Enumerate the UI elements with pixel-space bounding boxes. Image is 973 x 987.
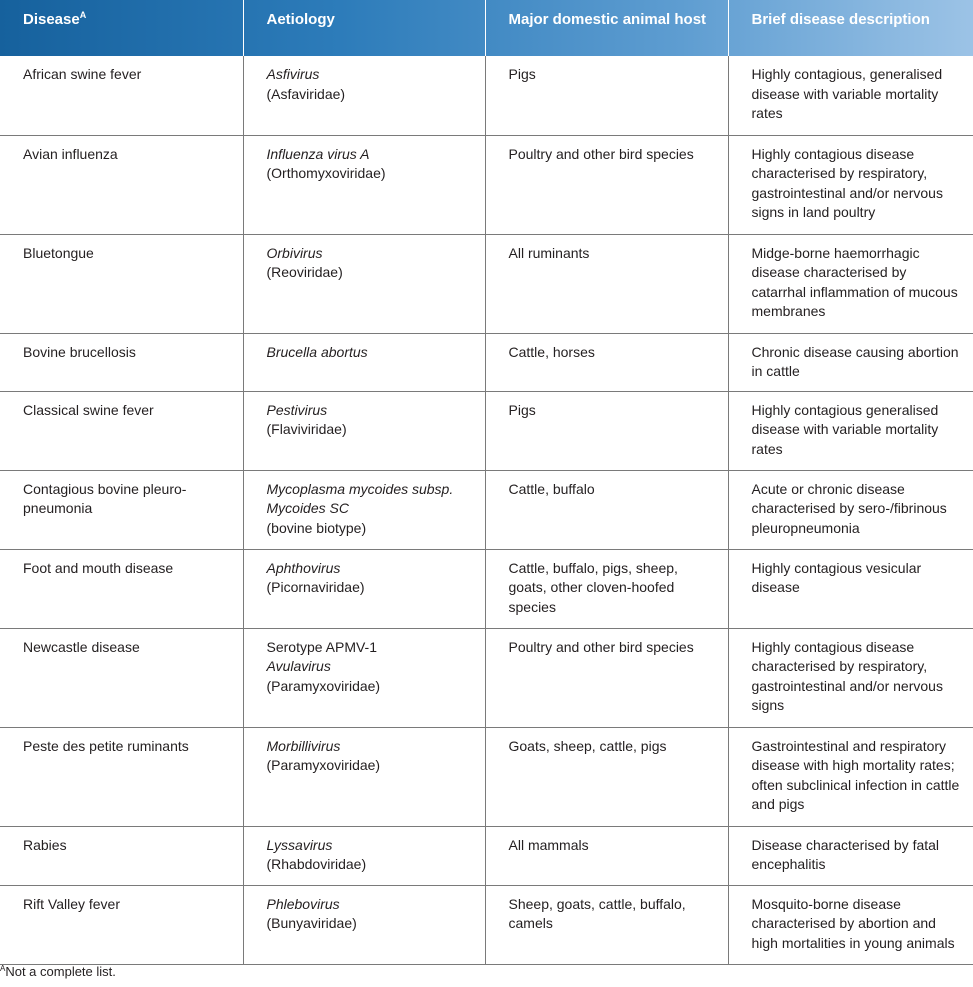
cell-host: Cattle, buffalo, pigs, sheep, goats, other cloven-hoofed species [485, 549, 728, 628]
aetiology-organism: Mycoplasma mycoides subsp. [266, 480, 454, 497]
table-footnote [0, 964, 116, 979]
aetiology-family: (Reoviridae) [266, 264, 343, 281]
table-row [0, 470, 973, 549]
table-row [0, 885, 973, 964]
cell-host: Goats, sheep, cattle, pigs [485, 727, 728, 826]
table-row [0, 234, 973, 333]
aetiology-organism: Morbillivirus [266, 737, 341, 754]
aetiology-family: (Flaviviridae) [266, 421, 347, 438]
aetiology-family: (Asfaviridae) [266, 85, 346, 102]
header-disease-footnote-marker: A [79, 10, 87, 20]
cell-description: Gastrointestinal and respiratory disease with high mortality rates; often subclinical infection in cattle and pigs [728, 727, 973, 826]
cell-disease: Foot and mouth disease [0, 549, 243, 628]
cell-disease: Contagious bovine pleuro-pneumonia [0, 470, 243, 549]
header-description: Brief disease description [728, 0, 973, 56]
table-row [0, 549, 973, 628]
header-host: Major domestic animal host [485, 0, 728, 56]
cell-description: Highly contagious disease characterised by respiratory, gastrointestinal and/or nervous signs in land poultry [728, 135, 973, 234]
cell-disease: Bovine brucellosis [0, 333, 243, 391]
cell-aetiology [243, 470, 485, 549]
cell-aetiology [243, 135, 485, 234]
cell-description: Highly contagious disease characterised by respiratory, gastrointestinal and/or nervous signs [728, 628, 973, 727]
cell-description: Acute or chronic disease characterised by sero-/fibrinous pleuropneumonia [728, 470, 973, 549]
cell-aetiology [243, 333, 485, 391]
table-body [0, 56, 973, 964]
table-row [0, 628, 973, 727]
cell-host: Pigs [485, 56, 728, 135]
cell-host: All mammals [485, 826, 728, 885]
cell-host: Sheep, goats, cattle, buffalo, camels [485, 885, 728, 964]
cell-host: Cattle, horses [485, 333, 728, 391]
table-row [0, 56, 973, 135]
aetiology-family: (Picornaviridae) [266, 579, 365, 596]
aetiology-organism: Lyssavirus [266, 836, 333, 853]
cell-aetiology [243, 628, 485, 727]
aetiology-organism: Avulavirus [266, 658, 331, 675]
cell-disease: Bluetongue [0, 234, 243, 333]
cell-disease: Newcastle disease [0, 628, 243, 727]
cell-description: Mosquito-borne disease characterised by abortion and high mortalities in young animals [728, 885, 973, 964]
table-row [0, 333, 973, 391]
header-disease [0, 0, 243, 56]
aetiology-organism: Aphthovirus [266, 559, 341, 576]
cell-disease: Classical swine fever [0, 391, 243, 470]
cell-aetiology [243, 826, 485, 885]
aetiology-organism: Pestivirus [266, 401, 328, 418]
header-row [0, 0, 973, 56]
aetiology-organism: Asfivirus [266, 66, 320, 82]
aetiology-organism: Brucella abortus [266, 343, 368, 360]
header-aetiology: Aetiology [243, 0, 485, 56]
cell-description: Highly contagious vesicular disease [728, 549, 973, 628]
cell-aetiology [243, 234, 485, 333]
aetiology-family: (Paramyxoviridae) [266, 757, 381, 774]
aetiology-family: (bovine biotype) [266, 519, 367, 536]
table-row [0, 727, 973, 826]
cell-aetiology [243, 727, 485, 826]
cell-description: Disease characterised by fatal encephalitis [728, 826, 973, 885]
table-row [0, 135, 973, 234]
aetiology-organism: Influenza virus A [266, 145, 370, 162]
cell-aetiology [243, 885, 485, 964]
table-row [0, 391, 973, 470]
cell-aetiology [243, 549, 485, 628]
aetiology-family: (Orthomyxoviridae) [266, 165, 386, 182]
table-header [0, 0, 973, 56]
cell-disease: African swine fever [0, 56, 243, 135]
cell-description: Midge-borne haemorrhagic disease characterised by catarrhal inflammation of mucous membranes [728, 234, 973, 333]
aetiology-organism: Phlebovirus [266, 895, 340, 912]
cell-host: All ruminants [485, 234, 728, 333]
aetiology-family: (Paramyxoviridae) [266, 677, 381, 694]
aetiology-family: Serotype APMV-1 [266, 638, 378, 655]
cell-description: Chronic disease causing abortion in cattle [728, 333, 973, 391]
aetiology-family: (Rhabdoviridae) [266, 856, 367, 873]
cell-description: Highly contagious, generalised disease with variable mortality rates [728, 56, 973, 135]
cell-host: Poultry and other bird species [485, 135, 728, 234]
aetiology-organism: Mycoides SC [266, 500, 349, 517]
cell-description: Highly contagious generalised disease with variable mortality rates [728, 391, 973, 470]
cell-host: Pigs [485, 391, 728, 470]
cell-aetiology [243, 391, 485, 470]
table-row [0, 826, 973, 885]
cell-host: Poultry and other bird species [485, 628, 728, 727]
cell-disease: Rift Valley fever [0, 885, 243, 964]
footnote-marker: A [0, 964, 6, 973]
cell-disease: Rabies [0, 826, 243, 885]
aetiology-organism: Orbivirus [266, 244, 323, 261]
aetiology-family: (Bunyaviridae) [266, 915, 357, 932]
cell-host: Cattle, buffalo [485, 470, 728, 549]
footnote-text: Not a complete list. [5, 964, 116, 979]
cell-disease: Avian influenza [0, 135, 243, 234]
header-disease-label: Disease [23, 11, 80, 28]
cell-aetiology [243, 56, 485, 135]
cell-disease: Peste des petite ruminants [0, 727, 243, 826]
